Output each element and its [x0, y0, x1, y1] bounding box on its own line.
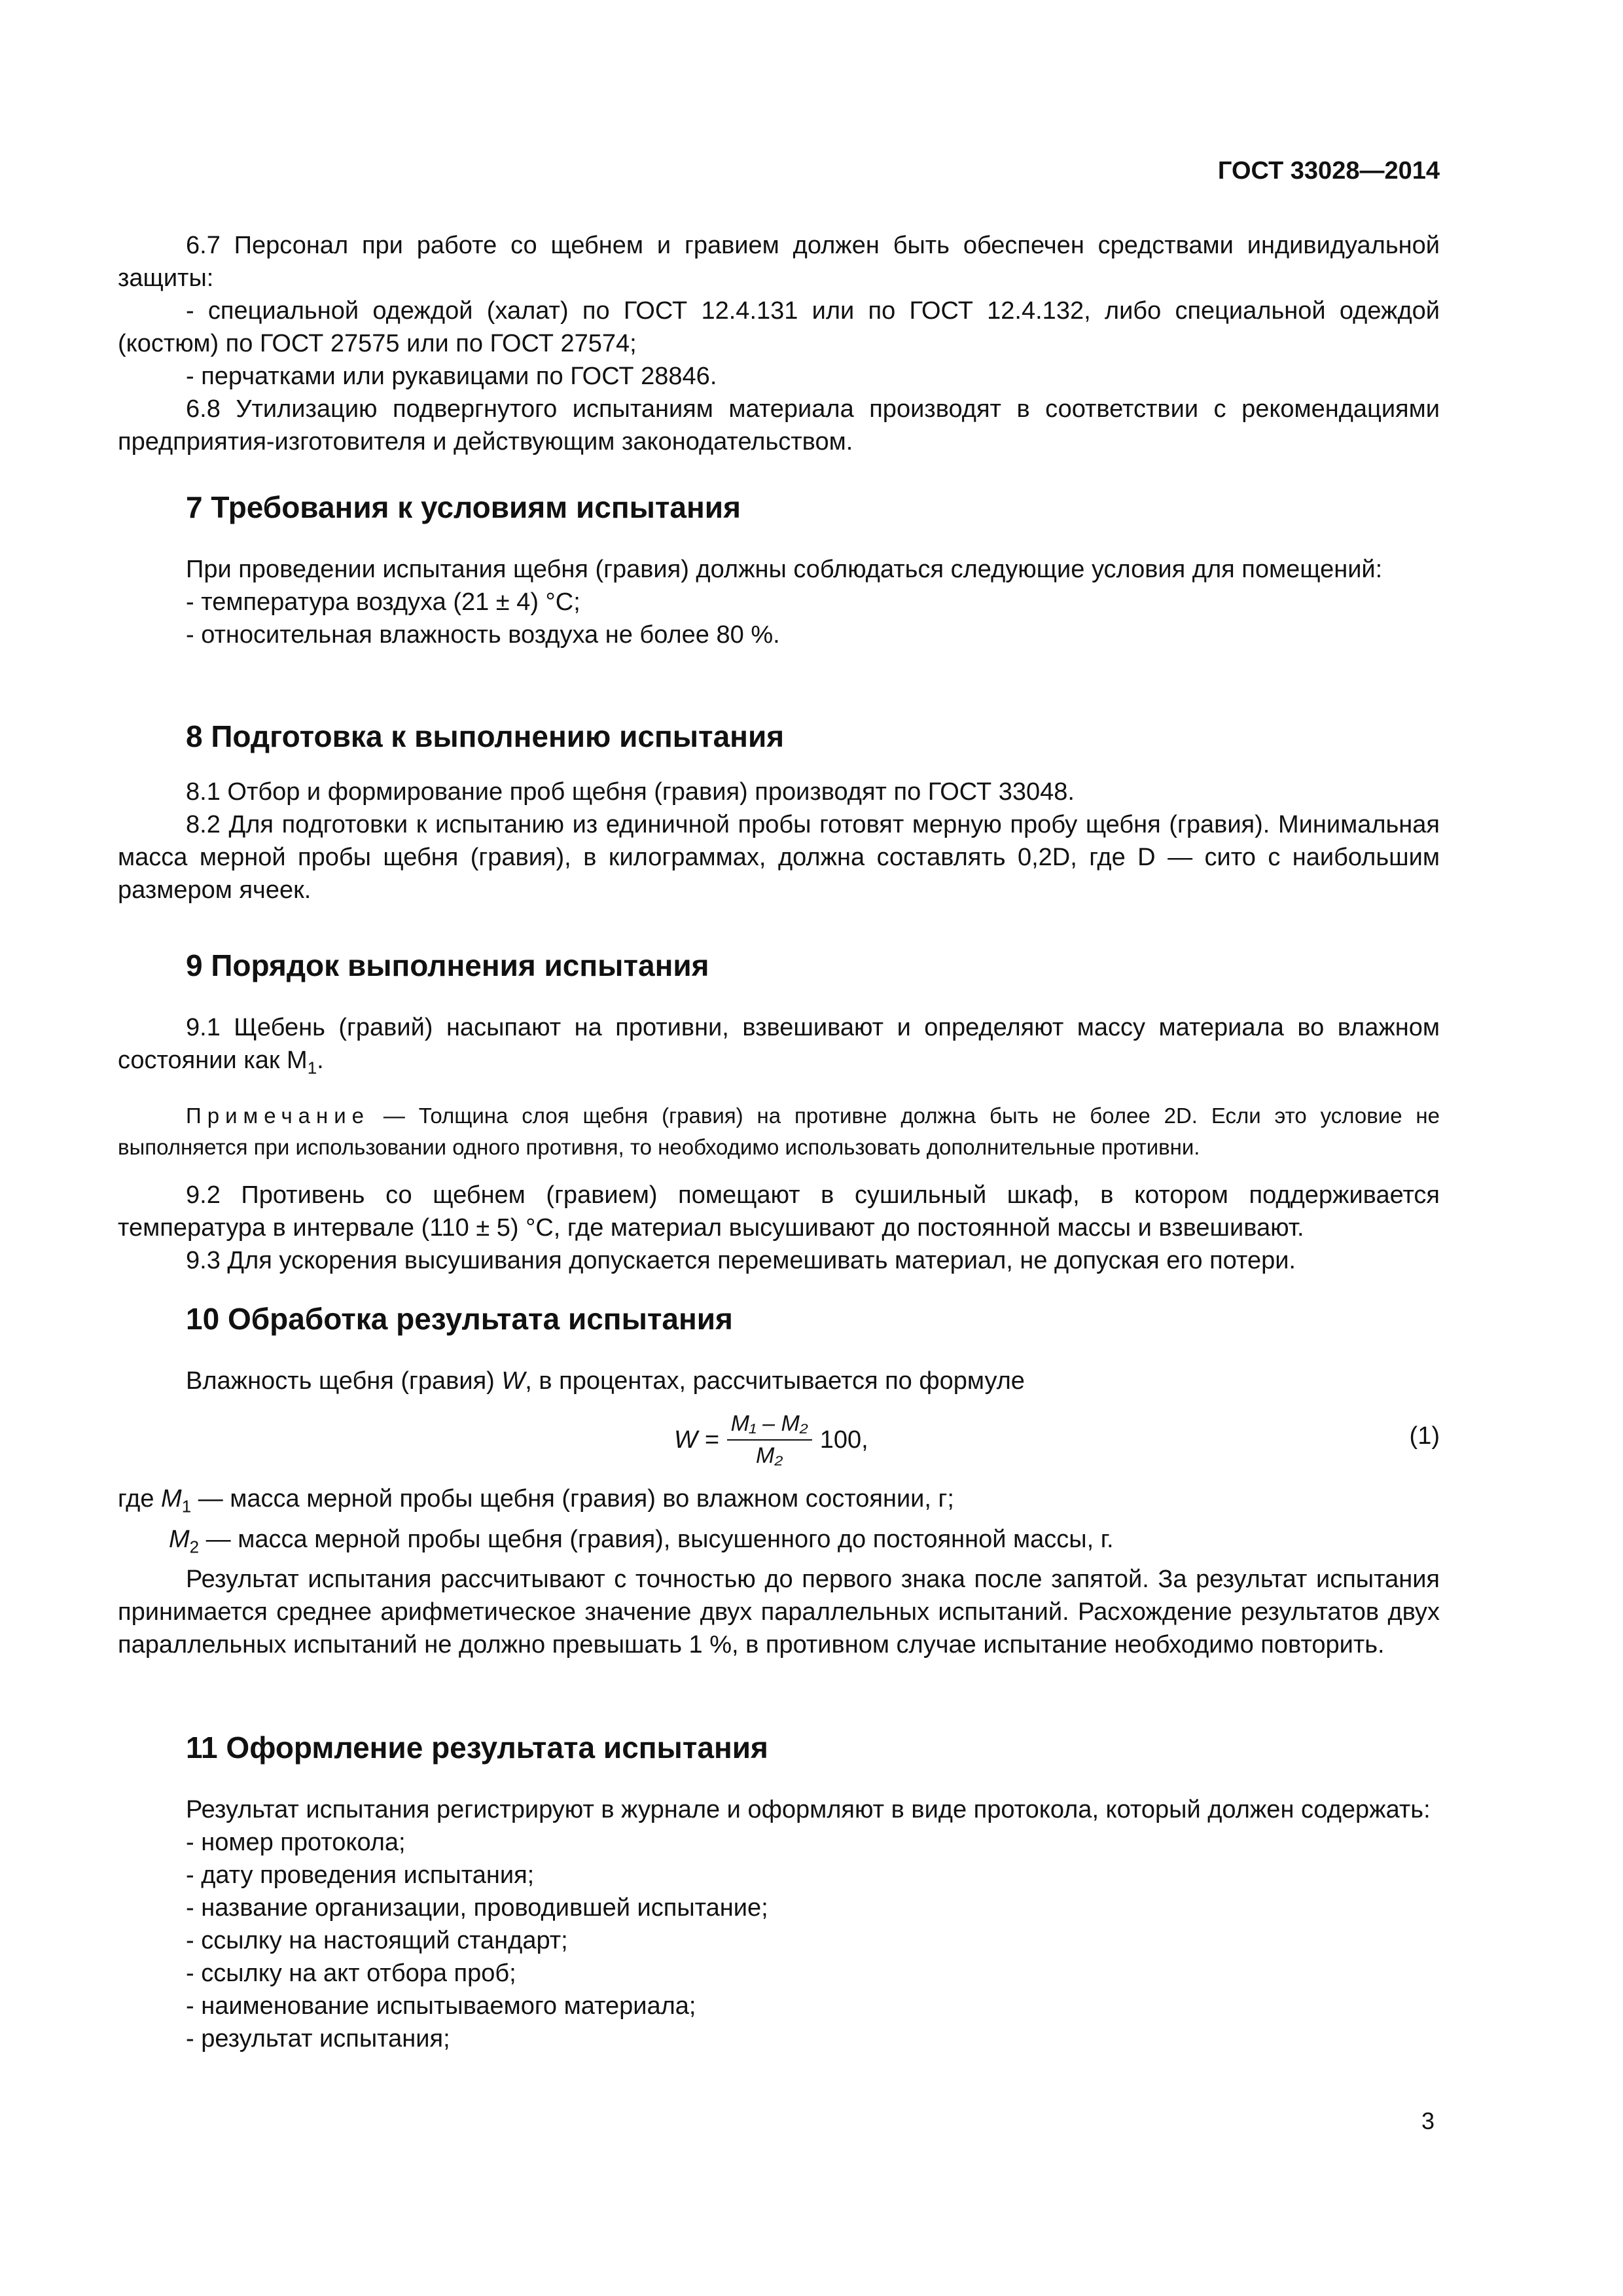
- paragraph-6-8: 6.8 Утилизацию подвергнутого испытаниям материала производят в соответствии с рекомендациями предприятия-изготовителя и действующим законодательством.: [118, 395, 1440, 456]
- equation-number: (1): [1409, 1422, 1440, 1450]
- note-label: Примечание: [186, 1103, 370, 1128]
- formula-denominator: M₂: [756, 1443, 783, 1468]
- note: [118, 1100, 1440, 1163]
- paragraph-9-3: 9.3 Для ускорения высушивания допускается перемешивать материал, не допуская его потери.: [186, 1246, 1296, 1274]
- variable-m: M: [161, 1485, 182, 1513]
- section-11-block: [118, 1728, 1440, 2055]
- list-item: - результат испытания;: [186, 2025, 450, 2053]
- intro-text: , в процентах, рассчитывается по формуле: [525, 1367, 1025, 1395]
- definition-m2: [118, 1523, 1440, 1564]
- section-7-block: [118, 488, 1440, 651]
- subscript: 1: [307, 1058, 317, 1078]
- list-item: - ссылку на настоящий стандарт;: [186, 1927, 568, 1954]
- paragraph-9-1-text: 9.1 Щебень (гравий) насыпают на противни, взвешивают и определяют массу материала во влажном состоянии как М: [118, 1014, 1440, 1074]
- formula-numerator: M₁ – M₂: [727, 1411, 812, 1441]
- list-item: - номер протокола;: [186, 1829, 406, 1856]
- section-7-paragraph: При проведении испытания щебня (гравия) должны соблюдаться следующие условия для помещений:: [186, 556, 1383, 583]
- formula: [674, 1397, 868, 1482]
- section-8-block: [118, 717, 1440, 906]
- page-number: 3: [1421, 2108, 1435, 2134]
- list-item: - перчатками или рукавицами по ГОСТ 28846.: [186, 363, 717, 390]
- paragraph-6-7: 6.7 Персонал при работе со щебнем и гравием должен быть обеспечен средствами индивидуальной защиты:: [118, 232, 1440, 292]
- section-6-block: [118, 229, 1440, 458]
- paragraph-end: .: [317, 1047, 324, 1074]
- section-11-heading: 11 Оформление результата испытания: [186, 1731, 768, 1765]
- subscript: 2: [189, 1537, 200, 1557]
- variable-w: W: [501, 1367, 526, 1395]
- formula-intro: [118, 1365, 1440, 1397]
- intro-text: Влажность щебня (гравия): [186, 1367, 502, 1395]
- formula-tail: 100,: [819, 1426, 868, 1454]
- result-paragraph: Результат испытания рассчитывают с точностью до первого знака после запятой. За результат испытания принимается среднее арифметическое значение двух параллельных испытаний. Расхождение результатов двух параллельных испытаний не должно превышать 1 %, в противном случае испытание необходимо повторить.: [118, 1566, 1440, 1659]
- section-11-paragraph: Результат испытания регистрируют в журнале и оформляют в виде протокола, который должен содержать:: [186, 1796, 1431, 1823]
- formula-row: [118, 1397, 1440, 1482]
- list-item: - наименование испытываемого материала;: [186, 1992, 696, 2020]
- list-item: - ссылку на акт отбора проб;: [186, 1960, 516, 1987]
- definition-text: — масса мерной пробы щебня (гравия), высушенного до постоянной массы, г.: [199, 1525, 1114, 1553]
- definition-text: — масса мерной пробы щебня (гравия) во влажном состоянии, г;: [191, 1485, 954, 1513]
- paragraph-9-2: 9.2 Противень со щебнем (гравием) помещают в сушильный шкаф, в котором поддерживается температура в интервале (110 ± 5) °С, где материал высушивают до постоянной массы и взвешивают.: [118, 1181, 1440, 1242]
- subscript: 1: [181, 1496, 192, 1516]
- list-item: - относительная влажность воздуха не более 80 %.: [186, 621, 780, 649]
- paragraph-8-1: 8.1 Отбор и формирование проб щебня (гравия) производят по ГОСТ 33048.: [186, 778, 1075, 806]
- note-text: — Толщина слоя щебня (гравия) на противне должна быть не более 2D. Если это условие не выполняется при использовании одного противня, то необходимо использовать дополнительные противни.: [118, 1103, 1440, 1159]
- section-7-heading: 7 Требования к условиям испытания: [186, 490, 741, 524]
- definition-m1: [118, 1482, 1440, 1523]
- section-10-heading: 10 Обработка результата испытания: [186, 1302, 733, 1336]
- variable-m: M: [169, 1525, 190, 1553]
- formula-fraction: [727, 1411, 812, 1469]
- section-8-heading: 8 Подготовка к выполнению испытания: [186, 719, 785, 753]
- paragraph-8-2: 8.2 Для подготовки к испытанию из единичной пробы готовят мерную пробу щебня (гравия). Минимальная масса мерной пробы щебня (гравия), в килограммах, должна составлять 0,2D, где D — сито с наибольшим размером ячеек.: [118, 811, 1440, 904]
- section-9-block: [118, 946, 1440, 1277]
- formula-lhs: W =: [674, 1426, 719, 1454]
- document-code: ГОСТ 33028—2014: [1217, 157, 1440, 185]
- list-item: - температура воздуха (21 ± 4) °С;: [186, 588, 580, 616]
- section-9-heading: 9 Порядок выполнения испытания: [186, 948, 709, 982]
- section-10-block: [118, 1299, 1440, 1661]
- where-label: где: [118, 1485, 162, 1513]
- list-item: - дату проведения испытания;: [186, 1861, 535, 1889]
- list-item: - название организации, проводившей испытание;: [186, 1894, 768, 1922]
- list-item: - специальной одеждой (халат) по ГОСТ 12.4.131 или по ГОСТ 12.4.132, либо специальной одеждой (костюм) по ГОСТ 27575 или по ГОСТ 27574;: [118, 297, 1440, 357]
- paragraph-9-1: [118, 1011, 1440, 1085]
